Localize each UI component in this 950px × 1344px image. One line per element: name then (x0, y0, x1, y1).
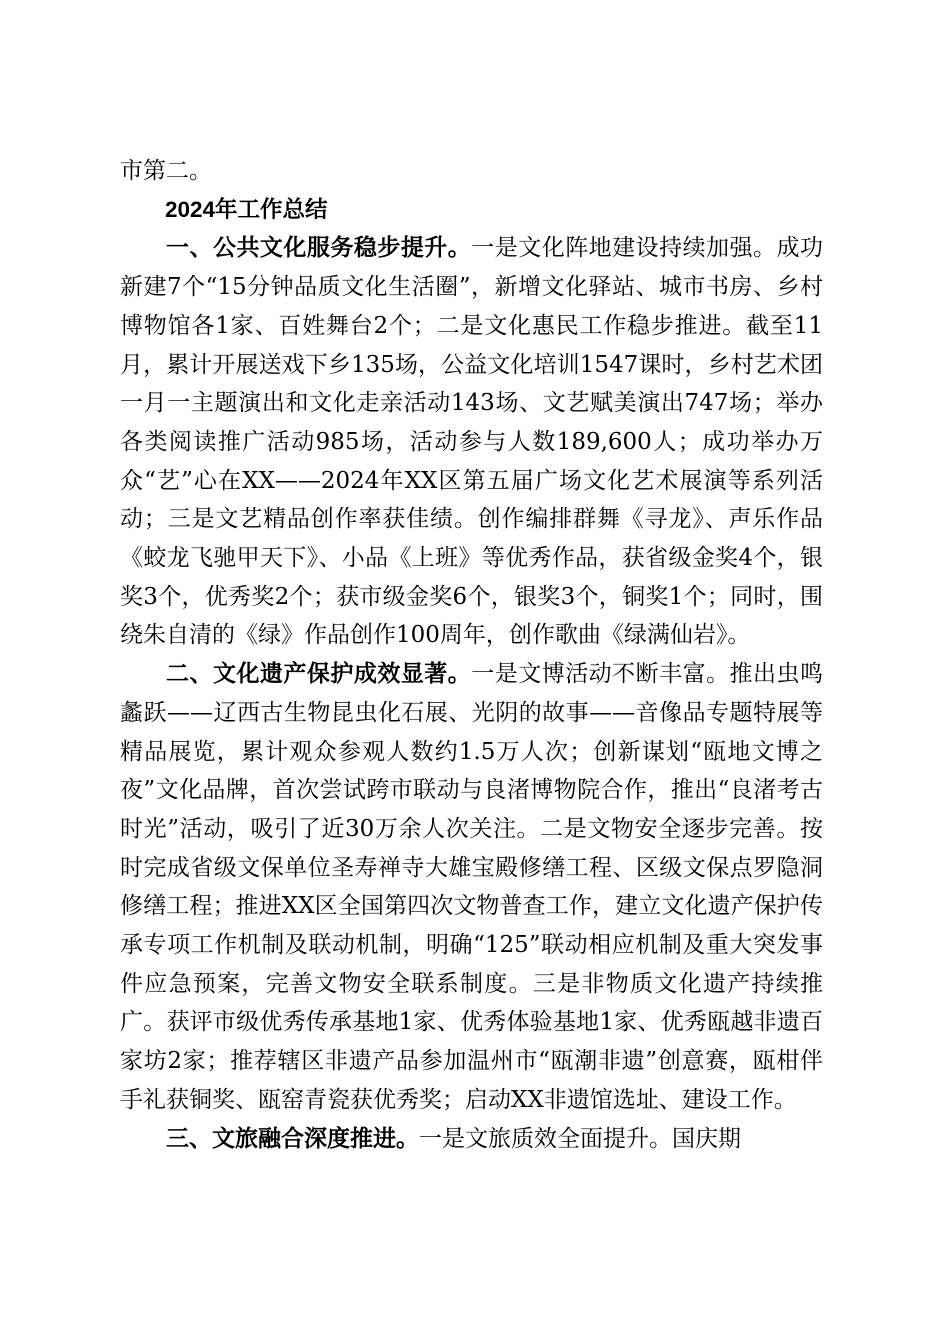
paragraph-heading: 一、公共文化服务稳步提升。 (166, 235, 472, 262)
paragraph-text: 一是文博活动不断丰富。推出虫鸣蠡跃——辽西古生物昆虫化石展、光阴的故事——音像品专题特展等精品展览，累计观众参观人数约1.5万人次；创新谋划“瓯地文博之夜”文化品牌，首次尝试跨市联动与良渚博物院合作，推出“良渚考古时光”活动，吸引了近30万余人次关注。二是文物安全逐步完善。按时完成省级文保单位圣寿禅寺大雄宝殿修缮工程、区级文保点罗隐洞修缮工程；推进XX区全国第四次文物普查工作，建立文化遗产保护传承专项工作机制及联动机制，明确“125”联动相应机制及重大突发事件应急预案，完善文物安全联系制度。三是非物质文化遗产持续推广。获评市级优秀传承基地1家、优秀体验基地1家、优秀瓯越非遗百家坊2家；推荐辖区非遗产品参加温州市“瓯潮非遗”创意赛，瓯柑伴手礼获铜奖、瓯窑青瓷获优秀奖；启动XX非遗馆选址、建设工作。 (120, 661, 824, 1113)
paragraph-public-culture (120, 229, 823, 655)
section-title: 2024年工作总结 (165, 196, 328, 222)
paragraph-heading: 三、文旅融合深度推进。 (166, 1125, 419, 1152)
paragraph-heritage (120, 655, 823, 1119)
paragraph-text: 一是文旅质效全面提升。国庆期 (419, 1125, 741, 1152)
continuation-text: 市第二。 (120, 158, 212, 184)
paragraph-tourism (120, 1120, 823, 1159)
paragraph-text: 一是文化阵地建设持续加强。成功新建7个“15分钟品质文化生活圈”，新增文化驿站、城市书房、乡村博物馆各1家、百姓舞台2个；二是文化惠民工作稳步推进。截至11月，累计开展送戏下乡135场，公益文化培训1547课时，乡村艺术团一月一主题演出和文化走亲活动143场、文艺赋美演出747场；举办各类阅读推广活动985场，活动参与人数189,600人；成功举办万众“艺”心在XX——2024年XX区第五届广场文化艺术展演等系列活动；三是文艺精品创作率获佳绩。创作编排群舞《寻龙》、声乐作品《蛟龙飞驰甲天下》、小品《上班》等优秀作品，获省级金奖4个，银奖3个，优秀奖2个；获市级金奖6个，银奖3个，铜奖1个；同时，围绕朱自清的《绿》作品创作100周年，创作歌曲《绿满仙岩》。 (120, 235, 824, 649)
document-body (120, 152, 823, 1158)
paragraph-heading: 二、文化遗产保护成效显著。 (166, 661, 472, 688)
